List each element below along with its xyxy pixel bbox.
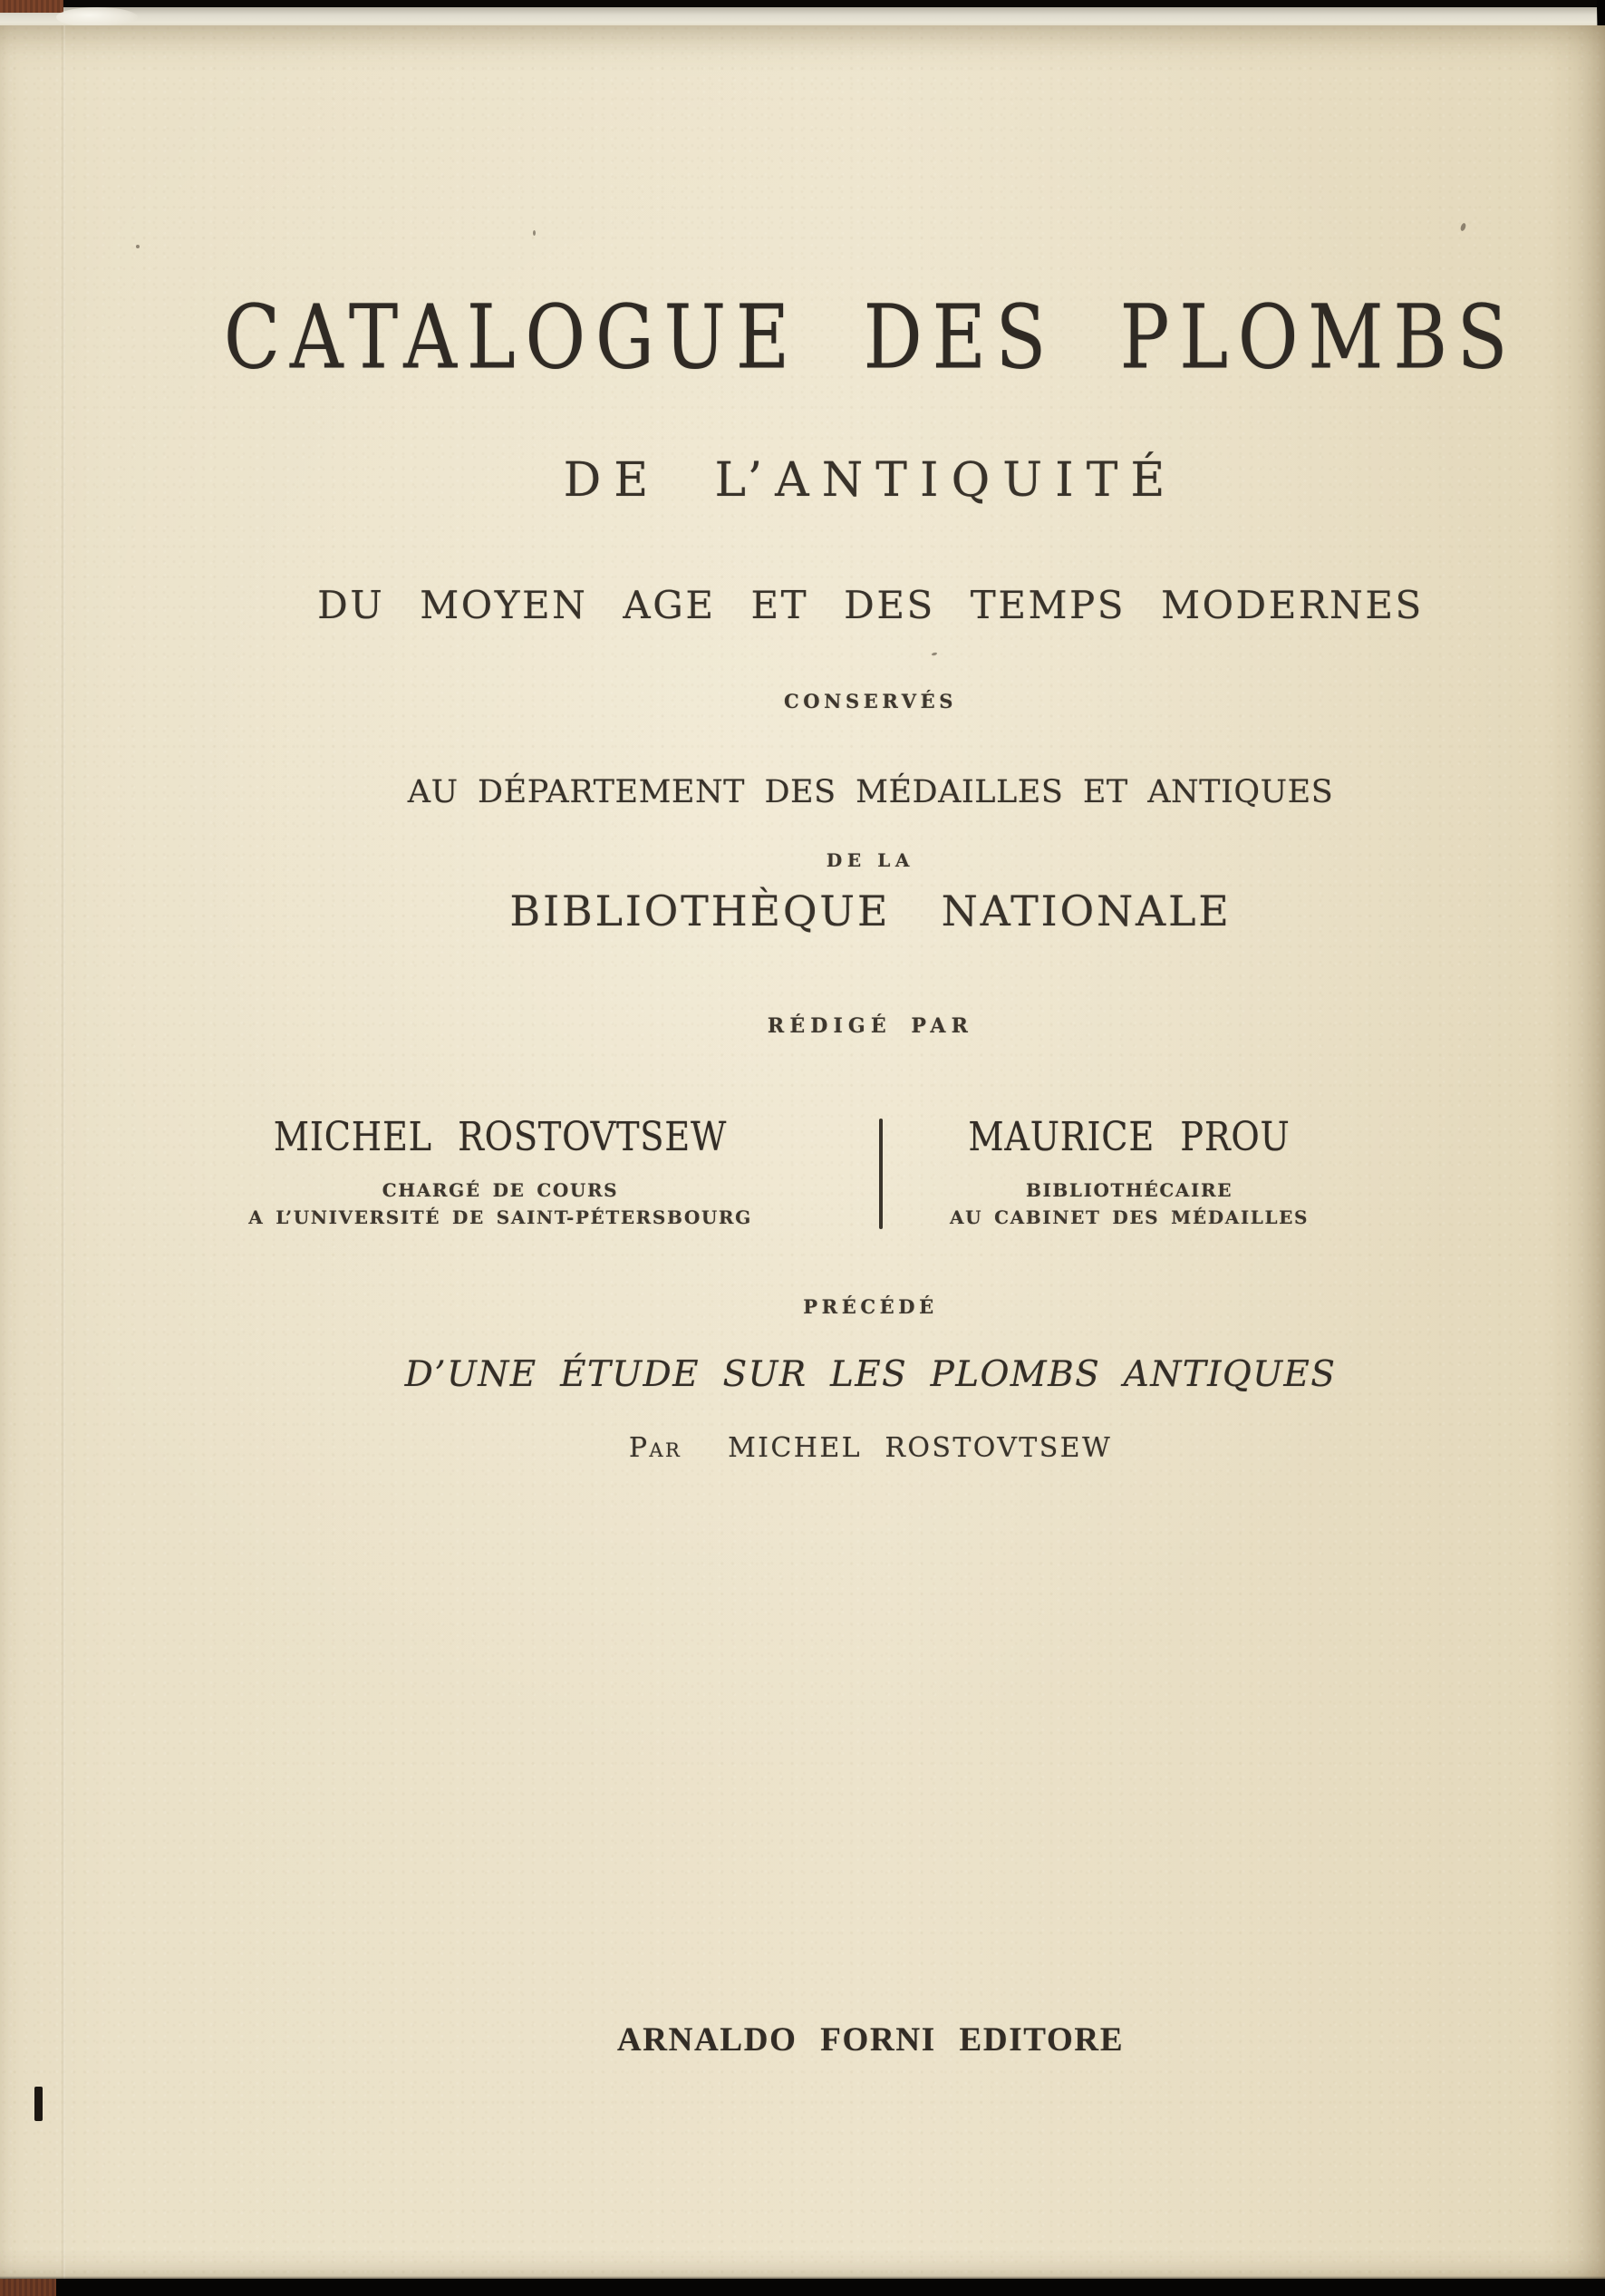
author-name-prou: MAURICE PROU (968, 1114, 1291, 1160)
signature-mark (34, 2087, 43, 2121)
cover-cloth-bottom-left (0, 2279, 56, 2296)
main-title: CATALOGUE DES PLOMBS (223, 285, 1518, 389)
author-role-rostovtsew-1: CHARGÉ DE COURS (382, 1178, 619, 1201)
publisher-imprint: ARNALDO FORNI EDITORE (616, 2021, 1125, 2059)
paper-speck (136, 245, 140, 248)
author-role-prou-2: AU CABINET DES MÉDAILLES (950, 1206, 1309, 1228)
institution-name: BIBLIOTHÈQUE NATIONALE (509, 886, 1232, 935)
paper-speck (932, 652, 938, 655)
paper-speck (533, 230, 536, 236)
book-title-page (0, 25, 1605, 2279)
page-crease (62, 25, 65, 2279)
cover-cloth-top-left (0, 0, 63, 13)
study-author-line (136, 1432, 1605, 1464)
author-block-prou (857, 1114, 1401, 1226)
book-cover-bottom-edge (0, 2276, 1605, 2296)
study-author-name: MICHEL ROSTOVTSEW (728, 1432, 1113, 1464)
author-role-rostovtsew-2: A L’UNIVERSITÉ DE SAINT-PÉTERSBOURG (248, 1206, 752, 1228)
subtitle-moyen-age: DU MOYEN AGE ET DES TEMPS MODERNES (317, 583, 1424, 627)
edited-by-label: RÉDIGÉ PAR (767, 1014, 974, 1038)
study-title: D’UNE ÉTUDE SUR LES PLOMBS ANTIQUES (404, 1354, 1337, 1395)
paper-speck (1460, 222, 1467, 231)
location-line-de-la: DE LA (826, 849, 915, 871)
author-block-rostovtsew (228, 1114, 772, 1226)
paper-fray-top-left (56, 7, 138, 27)
study-author-prefix: Par (628, 1432, 682, 1464)
author-role-prou-1: BIBLIOTHÉCAIRE (1025, 1178, 1233, 1201)
subtitle-antiquite: DE L’ANTIQUITÉ (563, 453, 1178, 508)
location-line-departement: AU DÉPARTEMENT DES MÉDAILLES ET ANTIQUES (407, 774, 1334, 810)
conserves-label: CONSERVÉS (783, 690, 958, 712)
author-name-rostovtsew: MICHEL ROSTOVTSEW (273, 1114, 728, 1160)
preceded-by-label: PRÉCÉDÉ (803, 1295, 938, 1318)
